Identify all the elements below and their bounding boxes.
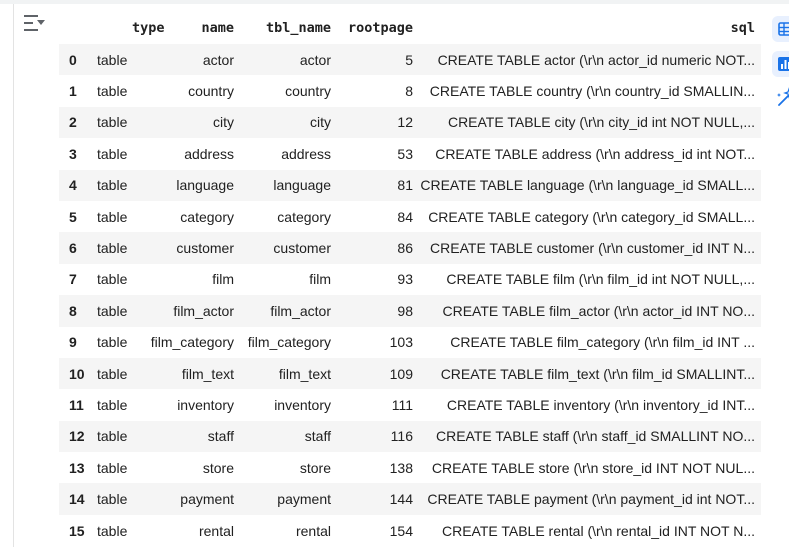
type-cell: table: [97, 491, 128, 508]
tbl-name-cell: film_text: [278, 365, 331, 382]
rootpage-cell: 103: [389, 334, 413, 351]
rootpage-cell: 116: [390, 428, 413, 445]
row-index-cell: 9: [69, 334, 77, 351]
type-cell: table: [97, 145, 128, 162]
name-cell: payment: [180, 491, 234, 508]
row-index-cell: 11: [69, 396, 84, 413]
column-header-sql[interactable]: sql: [730, 19, 755, 36]
name-cell: language: [176, 177, 234, 194]
name-cell: film_text: [181, 365, 234, 382]
name-cell: rental: [198, 522, 234, 539]
row-index-cell: 4: [69, 177, 77, 194]
table-row: [59, 264, 761, 295]
sql-cell: CREATE TABLE rental (\r\n rental_id INT NOT N...: [441, 522, 755, 539]
name-cell: customer: [176, 240, 234, 257]
rootpage-cell: 84: [397, 208, 413, 225]
table-row: [59, 295, 761, 326]
tbl-name-cell: rental: [295, 522, 331, 539]
type-cell: table: [97, 83, 128, 100]
table-row: [59, 358, 761, 389]
output-toggle-icon[interactable]: [22, 12, 46, 34]
name-cell: city: [213, 114, 234, 131]
sql-cell: CREATE TABLE inventory (\r\n inventory_id INT...: [446, 396, 755, 413]
tbl-name-cell: store: [299, 459, 331, 476]
column-header-rootpage[interactable]: rootpage: [347, 19, 413, 36]
rootpage-cell: 111: [391, 396, 413, 413]
table-row: [59, 138, 761, 169]
sql-cell: CREATE TABLE store (\r\n store_id INT NOT NUL...: [431, 459, 755, 476]
index-header: [59, 11, 95, 44]
rootpage-cell: 144: [389, 491, 413, 508]
tbl-name-cell: category: [277, 208, 331, 225]
type-cell: table: [97, 114, 128, 131]
column-header-name[interactable]: name: [201, 19, 234, 36]
name-cell: film: [212, 271, 234, 288]
cell-top-divider: [0, 0, 789, 4]
name-cell: film_category: [150, 334, 234, 351]
table-row: [59, 75, 761, 106]
table-row: [59, 421, 761, 452]
dataframe-table-container: [59, 11, 761, 546]
row-index-cell: 5: [69, 208, 77, 225]
tbl-name-cell: actor: [299, 51, 331, 68]
rootpage-cell: 93: [397, 271, 413, 288]
row-index-cell: 3: [69, 145, 77, 162]
table-row: [59, 232, 761, 263]
type-cell: table: [97, 271, 128, 288]
tbl-name-cell: country: [285, 83, 331, 100]
name-cell: address: [184, 145, 234, 162]
rootpage-cell: 12: [397, 114, 413, 131]
sql-cell: CREATE TABLE film_category (\r\n film_id INT ...: [450, 334, 755, 351]
row-index-cell: 15: [69, 522, 85, 539]
name-cell: country: [188, 83, 234, 100]
row-index-cell: 12: [69, 428, 85, 445]
table-row: [59, 44, 761, 75]
table-row: [59, 170, 761, 201]
row-index-cell: 1: [69, 83, 77, 100]
type-cell: table: [97, 365, 128, 382]
name-cell: actor: [202, 51, 234, 68]
column-header-type[interactable]: type: [132, 19, 165, 36]
sql-cell: CREATE TABLE country (\r\n country_id SMALLIN...: [429, 83, 755, 100]
type-cell: table: [97, 208, 128, 225]
row-index-cell: 0: [69, 51, 77, 68]
table-row: [59, 107, 761, 138]
row-index-cell: 14: [69, 491, 85, 508]
tbl-name-cell: film: [309, 271, 331, 288]
tbl-name-cell: city: [310, 114, 331, 131]
sql-cell: CREATE TABLE customer (\r\n customer_id INT N...: [430, 240, 755, 257]
column-header-tbl-name[interactable]: tbl_name: [265, 19, 331, 36]
row-index-cell: 13: [69, 459, 85, 476]
rootpage-cell: 98: [397, 302, 413, 319]
tbl-name-cell: payment: [277, 491, 331, 508]
name-cell: film_actor: [173, 302, 234, 319]
tbl-name-cell: inventory: [274, 396, 331, 413]
type-cell: table: [97, 177, 128, 194]
rootpage-cell: 53: [397, 145, 413, 162]
rootpage-cell: 81: [397, 177, 413, 194]
table-body: [59, 44, 761, 546]
tbl-name-cell: staff: [304, 428, 331, 445]
sql-cell: CREATE TABLE address (\r\n address_id int NOT...: [435, 145, 755, 162]
table-row: [59, 389, 761, 420]
sql-cell: CREATE TABLE city (\r\n city_id int NOT NULL,...: [447, 114, 755, 131]
type-cell: table: [97, 428, 128, 445]
tbl-name-cell: language: [273, 177, 331, 194]
table-view-icon[interactable]: [772, 16, 789, 42]
tbl-name-cell: film_actor: [270, 302, 331, 319]
table-row: [59, 515, 761, 546]
row-index-cell: 10: [69, 365, 85, 382]
dataframe-table: [59, 11, 761, 546]
tbl-name-cell: customer: [273, 240, 331, 257]
rootpage-cell: 109: [389, 365, 413, 382]
type-cell: table: [97, 240, 128, 257]
table-row: [59, 201, 761, 232]
type-cell: table: [97, 459, 128, 476]
type-cell: table: [97, 334, 128, 351]
row-index-cell: 2: [69, 114, 77, 131]
rootpage-cell: 5: [405, 51, 413, 68]
sql-cell: CREATE TABLE language (\r\n language_id SMALL...: [420, 177, 755, 194]
row-index-cell: 8: [69, 302, 77, 319]
type-cell: table: [97, 302, 128, 319]
table-row: [59, 452, 761, 483]
output-gutter: [0, 4, 14, 547]
sql-cell: CREATE TABLE category (\r\n category_id SMALL...: [428, 208, 755, 225]
sql-cell: CREATE TABLE film_actor (\r\n actor_id INT NO...: [442, 302, 755, 319]
sparkle-wand-icon[interactable]: [772, 85, 789, 111]
tbl-name-cell: film_category: [247, 334, 331, 351]
name-cell: staff: [207, 428, 234, 445]
name-cell: store: [202, 459, 234, 476]
rootpage-cell: 86: [397, 240, 413, 257]
rootpage-cell: 138: [389, 459, 413, 476]
type-cell: table: [97, 51, 128, 68]
table-row: [59, 483, 761, 514]
rootpage-cell: 8: [405, 83, 413, 100]
sql-cell: CREATE TABLE actor (\r\n actor_id numeric NOT...: [437, 51, 755, 68]
table-row: [59, 327, 761, 358]
sql-cell: CREATE TABLE staff (\r\n staff_id SMALLINT NO...: [436, 428, 755, 445]
name-cell: category: [180, 208, 234, 225]
row-index-cell: 7: [69, 271, 77, 288]
sql-cell: CREATE TABLE payment (\r\n payment_id int NOT...: [427, 491, 755, 508]
sql-cell: CREATE TABLE film (\r\n film_id int NOT NULL,...: [446, 271, 755, 288]
tbl-name-cell: address: [281, 145, 331, 162]
row-index-cell: 6: [69, 240, 77, 257]
type-cell: table: [97, 396, 128, 413]
table-header-row: [59, 11, 761, 44]
chart-view-icon[interactable]: [772, 51, 789, 77]
name-cell: inventory: [177, 396, 234, 413]
sql-cell: CREATE TABLE film_text (\r\n film_id SMALLINT...: [440, 365, 755, 382]
rootpage-cell: 154: [389, 522, 413, 539]
type-cell: table: [97, 522, 128, 539]
